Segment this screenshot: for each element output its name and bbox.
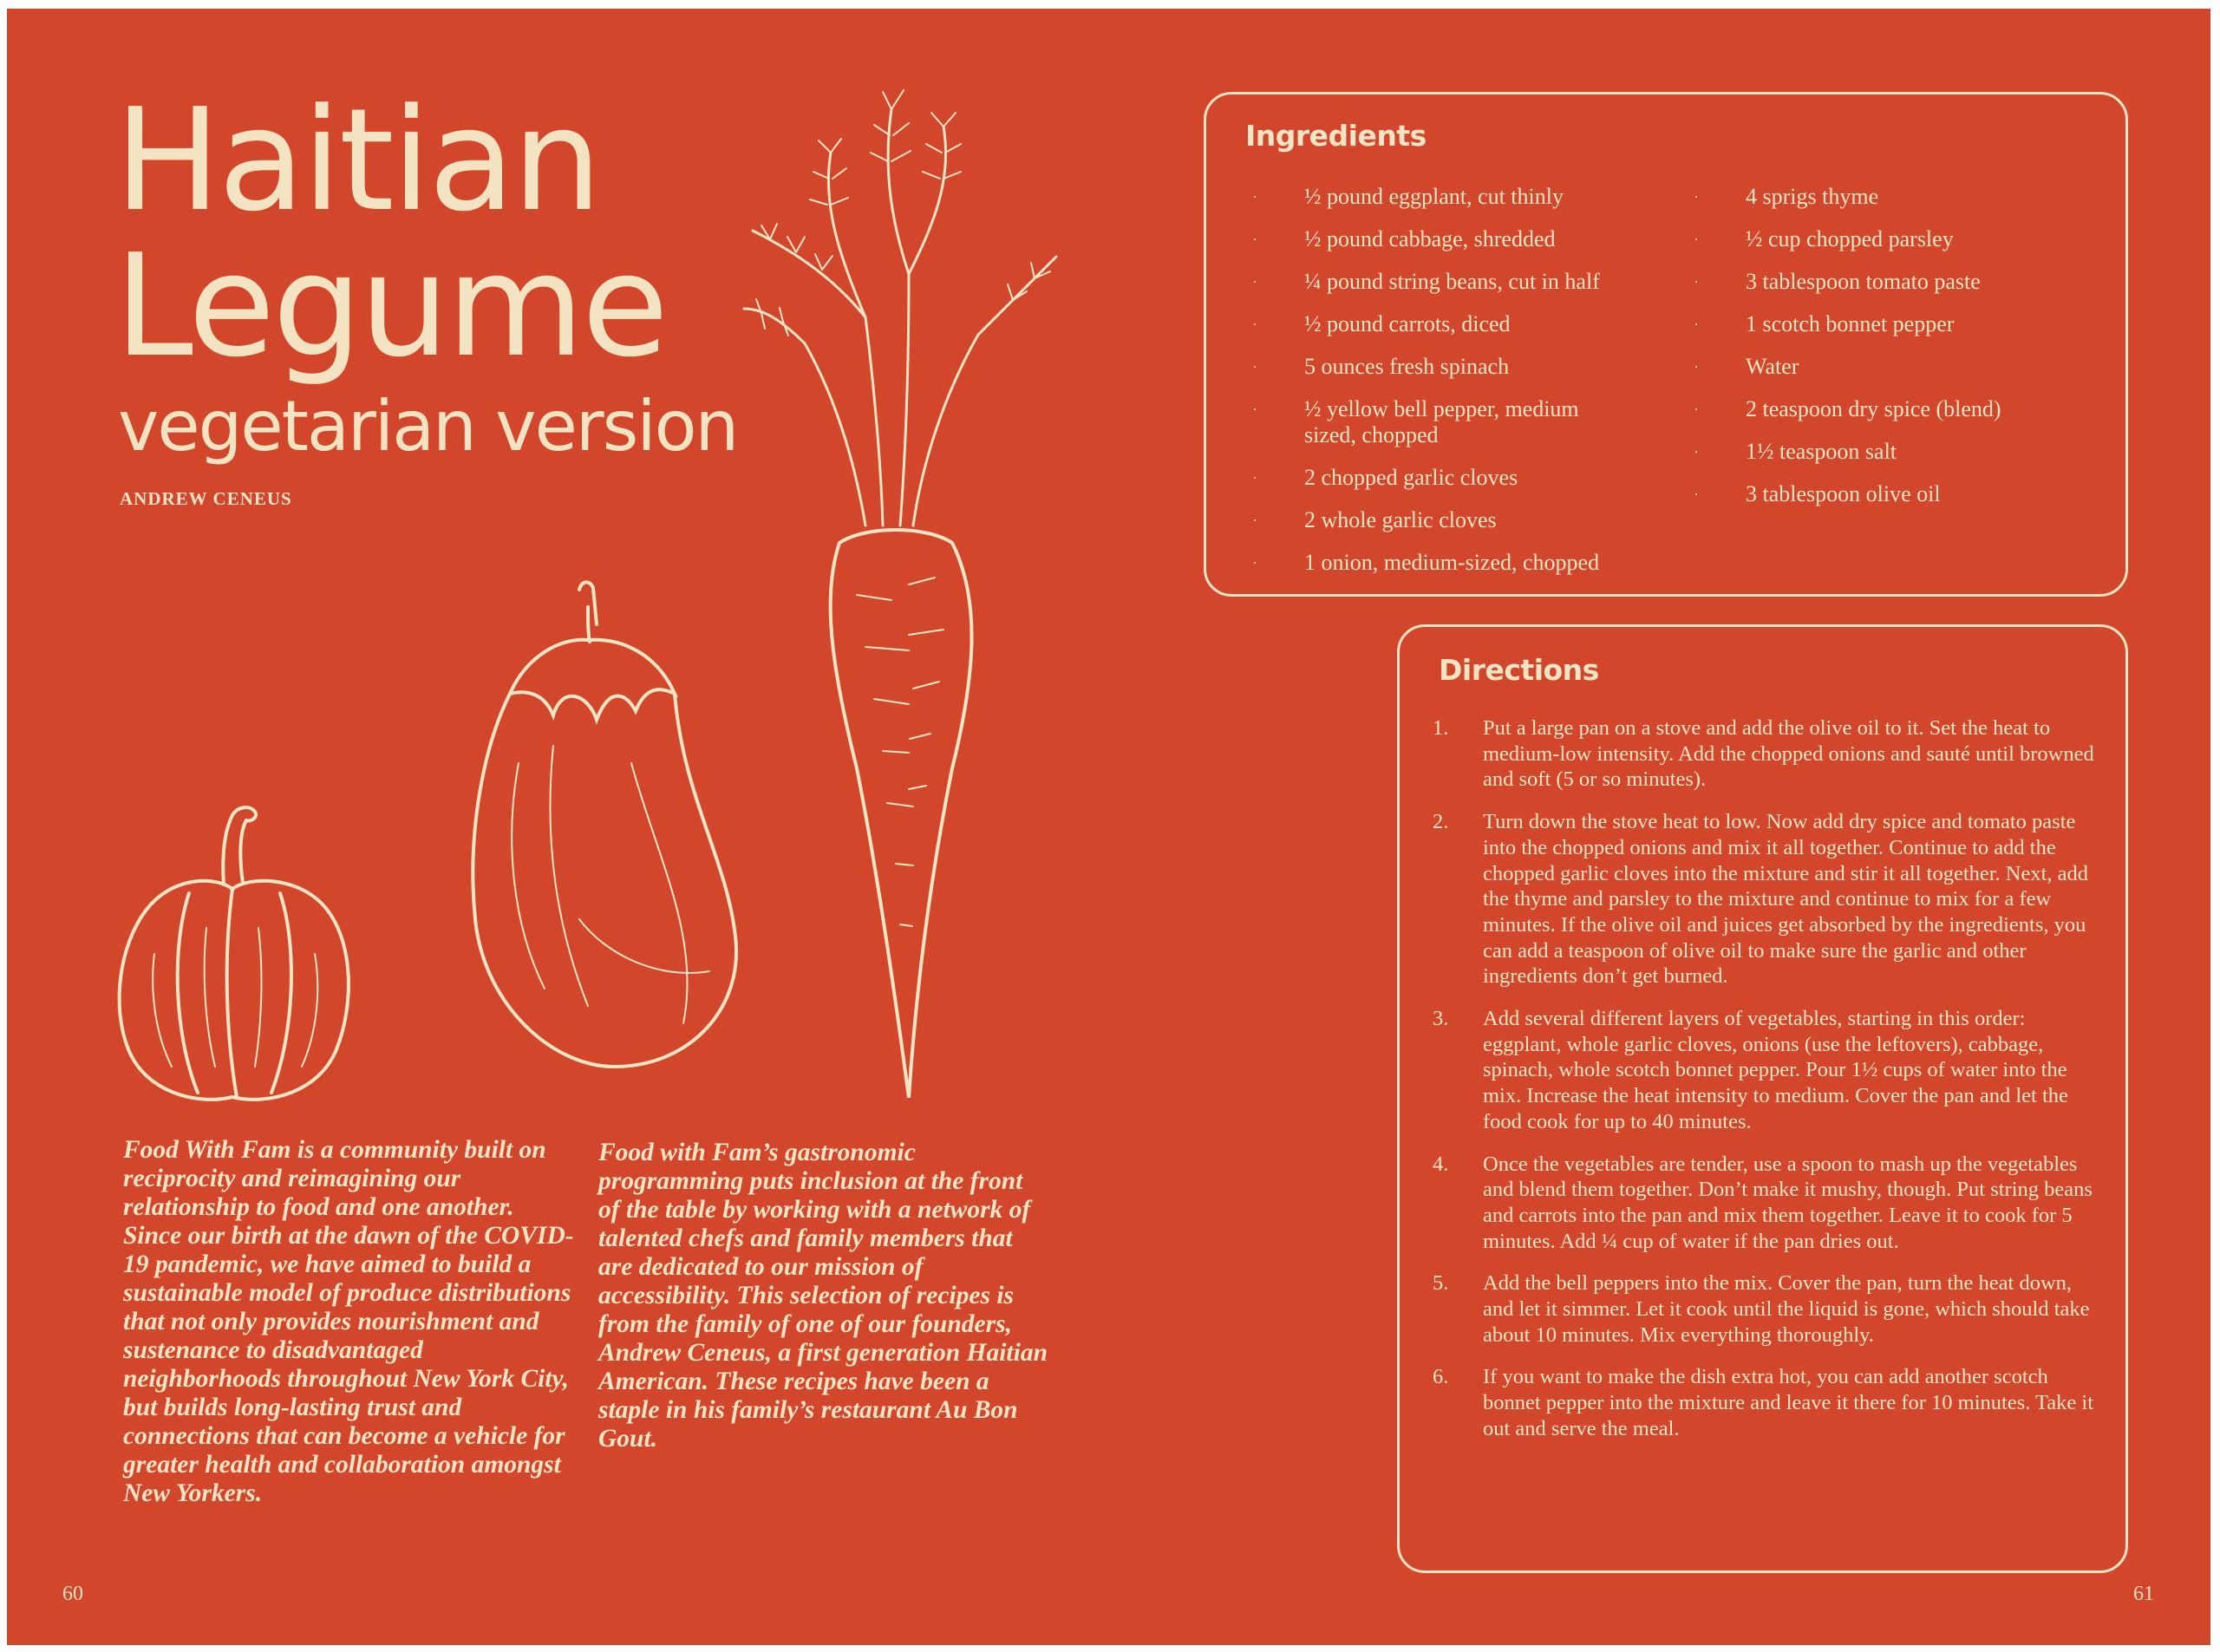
list-item: · Water xyxy=(1694,354,1799,379)
page-number-left: 60 xyxy=(62,1583,83,1605)
bullet-icon: · xyxy=(1252,358,1257,375)
bullet-icon: · xyxy=(1252,188,1257,206)
bullet-icon: · xyxy=(1252,469,1257,486)
list-item: · 4 sprigs thyme xyxy=(1694,184,1879,209)
direction-step xyxy=(1433,1270,2100,1348)
list-item: · 1 onion, medium-sized, chopped xyxy=(1252,550,1600,575)
author-byline: ANDREW CENEUS xyxy=(120,488,292,509)
list-item: · ½ pound carrots, diced xyxy=(1252,311,1511,336)
step-text: If you want to make the dish extra hot, you can add another scotch bonnet pepper into the mixture and leave it there for 10 minutes. Take it out and serve the meal. xyxy=(1483,1365,2094,1440)
step-text: Add several different layers of vegetables, starting in this order: eggplant, whole garlic cloves, onions (use the leftovers), cabbage, spinach, whole scotch bonnet pepper. Pour 1½ cups of water into the mix. Increase the heat intensity to medium. Cover the pan and let the food cook for up to 40 minutes. xyxy=(1483,1007,2068,1133)
bullet-icon: · xyxy=(1252,512,1257,529)
bullet-icon: · xyxy=(1252,554,1257,571)
step-number: 5. xyxy=(1433,1271,1449,1296)
bullet-icon: · xyxy=(1252,273,1257,291)
step-number: 4. xyxy=(1433,1152,1449,1176)
directions-list xyxy=(1433,715,2100,1459)
list-item: · ½ pound cabbage, shredded xyxy=(1252,226,1556,251)
bullet-icon: · xyxy=(1694,486,1699,503)
step-text: Put a large pan on a stove and add the olive oil to it. Set the heat to medium-low intensity. Add the chopped onions and sauté until browned and soft (5 or so minutes). xyxy=(1483,716,2094,792)
recipe-title xyxy=(114,79,667,389)
list-item: · ½ cup chopped parsley xyxy=(1694,226,1954,251)
list-item: · ¼ pound string beans, cut in half xyxy=(1252,269,1600,294)
carrot-illustration xyxy=(735,57,1065,1098)
directions-panel xyxy=(1397,624,2128,1573)
intro-paragraph-2: Food with Fam’s gastronomic programming puts inclusion at the front of the table by working with a network of talented chefs and family members that are dedicated to our mission of accessibility. This selection of recipes is from the family of one of our founders, Andrew Ceneus, a first generation Haitian American. These recipes have been a staple in his family’s restaurant Au Bon Gout. xyxy=(598,1139,1048,1453)
bullet-icon: · xyxy=(1694,443,1699,460)
direction-step xyxy=(1433,1006,2100,1135)
title-line-1: Haitian xyxy=(114,79,600,243)
direction-step xyxy=(1433,1152,2100,1255)
bullet-icon: · xyxy=(1694,273,1699,291)
step-text: Add the bell peppers into the mix. Cover the pan, turn the heat down, and let it simmer. Let it cook until the liquid is gone, which should take about 10 minutes. Mix everything thoroughly. xyxy=(1483,1271,2090,1347)
bullet-icon: · xyxy=(1694,231,1699,248)
title-line-2: Legume xyxy=(114,225,667,389)
bullet-icon: · xyxy=(1252,316,1257,333)
bullet-icon: · xyxy=(1252,401,1257,418)
bell-pepper-illustration xyxy=(94,780,371,1110)
list-item: · 2 teaspoon dry spice (blend) xyxy=(1694,396,2001,421)
step-number: 3. xyxy=(1433,1007,1449,1031)
ingredients-heading: Ingredients xyxy=(1245,119,1427,153)
step-number: 1. xyxy=(1433,716,1449,740)
ingredients-list-column-1 xyxy=(1252,184,1634,592)
direction-step xyxy=(1433,809,2100,989)
bullet-icon: · xyxy=(1694,316,1699,333)
list-item: · 3 tablespoon tomato paste xyxy=(1694,269,1981,294)
list-item: · 5 ounces fresh spinach xyxy=(1252,354,1510,379)
step-number: 6. xyxy=(1433,1365,1449,1389)
step-number: 2. xyxy=(1433,810,1449,834)
list-item: · 2 chopped garlic cloves xyxy=(1252,465,1518,490)
bullet-icon: · xyxy=(1252,231,1257,248)
list-item: · ½ yellow bell pepper, medium sized, chopped xyxy=(1252,396,1579,447)
list-item: · ½ pound eggplant, cut thinly xyxy=(1252,184,1564,209)
bullet-icon: · xyxy=(1694,188,1699,206)
intro-paragraph-1: Food With Fam is a community built on reciprocity and reimagining our relationship to food and one another. Since our birth at the dawn of the COVID-19 pandemic, we have aimed to build a sustainable model of produce distributions that not only provides nourishment and sustenance to disadvantaged neighborhoods throughout New York City, but builds long-lasting trust and connections that can become a vehicle for greater health and collaboration amongst New Yorkers. xyxy=(123,1136,574,1507)
magazine-spread xyxy=(7,9,2210,1645)
list-item: · 3 tablespoon olive oil xyxy=(1694,481,1941,506)
list-item: · 1½ teaspoon salt xyxy=(1694,439,1897,464)
directions-heading: Directions xyxy=(1439,653,1599,687)
recipe-subtitle: vegetarian version xyxy=(118,386,738,467)
bullet-icon: · xyxy=(1694,401,1699,418)
step-text: Turn down the stove heat to low. Now add dry spice and tomato paste into the chopped onions and mix it all together. Continue to add the chopped garlic cloves into the mixture and stir it all together. Next, add the thyme and parsley to the mixture and continue to mix for a few minutes. If the olive oil and juices get absorbed by the ingredients, you can add a teaspoon of olive oil to make sure the garlic and other ingredients don’t get burned. xyxy=(1483,810,2089,989)
bullet-icon: · xyxy=(1694,358,1699,375)
ingredients-list-column-2 xyxy=(1694,184,2093,524)
direction-step xyxy=(1433,715,2100,793)
list-item: · 2 whole garlic cloves xyxy=(1252,507,1497,532)
page-number-right: 61 xyxy=(2133,1583,2154,1605)
list-item: · 1 scotch bonnet pepper xyxy=(1694,311,1955,336)
ingredients-panel xyxy=(1204,92,2128,597)
step-text: Once the vegetables are tender, use a spoon to mash up the vegetables and blend them together. Don’t make it mushy, though. Put string beans and carrots into the pan and mix them together. Leave it to cook for 5 minutes. Add ¼ cup of water if the pan dries out. xyxy=(1483,1152,2093,1253)
eggplant-illustration xyxy=(458,572,753,1084)
direction-step xyxy=(1433,1364,2100,1441)
